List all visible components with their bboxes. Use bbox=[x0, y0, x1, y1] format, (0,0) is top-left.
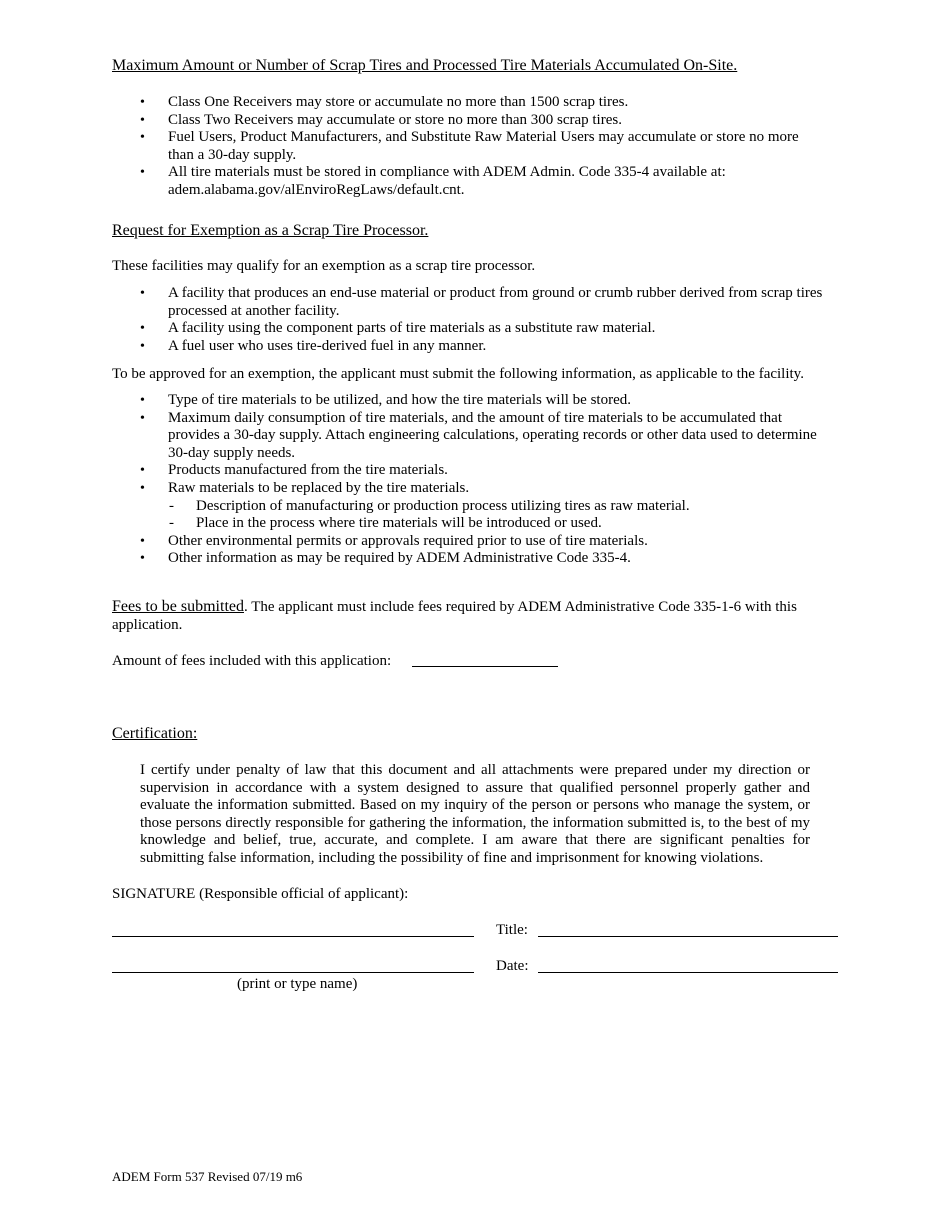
list-item: • Class One Receivers may store or accumulate no more than 1500 scrap tires. bbox=[112, 94, 828, 112]
title-field[interactable] bbox=[538, 936, 838, 937]
facilities-list bbox=[112, 285, 828, 355]
fees-amount-label: Amount of fees included with this application: bbox=[112, 653, 392, 669]
certification-text: I certify under penalty of law that this document and all attachments were prepared under my direction or supervision in accordance with a system designed to assure that qualified personnel properly gather and evaluate the information submitted. Based on my inquiry of the person or persons who manage the system, or those persons directly responsible for gathering the information, the information submitted is, to the best of my knowledge and belief, true, accurate, and complete. I am aware that there are significant penalties for submitting false information, including the possibility of fine and imprisonment for knowing violations. bbox=[140, 762, 810, 866]
print-name-line[interactable] bbox=[112, 972, 474, 973]
list-item: • All tire materials must be stored in compliance with ADEM Admin. Code 335-4 available at: adem.alabama.gov/alEnviroRegLaws/default.cnt. bbox=[112, 164, 828, 199]
fees-text: . The applicant must include fees required by ADEM Administrative Code 335-1-6 with this application. bbox=[112, 599, 797, 633]
list-item: • Fuel Users, Product Manufacturers, and Substitute Raw Material Users may accumulate or store no more than a 30-day supply. bbox=[112, 129, 828, 164]
title-label: Title: bbox=[496, 922, 528, 938]
exemption-intro: These facilities may qualify for an exemption as a scrap tire processor. bbox=[112, 258, 536, 274]
fees-amount-field[interactable] bbox=[412, 666, 558, 667]
fees-heading: Fees to be submitted bbox=[112, 598, 244, 615]
date-field[interactable] bbox=[538, 972, 838, 973]
requirements-list bbox=[112, 392, 828, 568]
list-item: • Class Two Receivers may accumulate or store no more than 300 scrap tires. bbox=[112, 112, 828, 130]
list-item: • A facility that produces an end-use material or product from ground or crumb rubber derived from scrap tires processed at another facility. bbox=[112, 285, 828, 320]
max-amount-heading: Maximum Amount or Number of Scrap Tires and Processed Tire Materials Accumulated On-Site. bbox=[112, 57, 738, 74]
list-item: • Maximum daily consumption of tire materials, and the amount of tire materials to be accumulated that provides a 30-day supply. Attach engineering calculations, operating records or other data used to determine 30-day supply needs. bbox=[112, 410, 828, 463]
list-item: • Raw materials to be replaced by the tire materials. bbox=[112, 480, 828, 498]
list-item: • A fuel user who uses tire-derived fuel in any manner. bbox=[112, 338, 828, 356]
certification-heading: Certification: bbox=[112, 725, 198, 742]
exemption-heading: Request for Exemption as a Scrap Tire Processor. bbox=[112, 222, 429, 239]
print-name-label: (print or type name) bbox=[237, 976, 358, 992]
sub-list-item: - Description of manufacturing or production process utilizing tires as raw material. bbox=[112, 498, 828, 516]
max-amount-list bbox=[112, 94, 828, 200]
date-label: Date: bbox=[496, 958, 529, 974]
sub-list-item: - Place in the process where tire materials will be introduced or used. bbox=[112, 515, 828, 533]
list-item: • Products manufactured from the tire materials. bbox=[112, 462, 828, 480]
list-item: • Other information as may be required by ADEM Administrative Code 335-4. bbox=[112, 550, 828, 568]
fees-paragraph bbox=[112, 598, 842, 634]
list-item: • Type of tire materials to be utilized, and how the tire materials will be stored. bbox=[112, 392, 828, 410]
form-id-footer: ADEM Form 537 Revised 07/19 m6 bbox=[112, 1169, 303, 1184]
approval-intro: To be approved for an exemption, the applicant must submit the following information, as applicable to the facility. bbox=[112, 366, 804, 382]
list-item: • A facility using the component parts of tire materials as a substitute raw material. bbox=[112, 320, 828, 338]
list-item: • Other environmental permits or approvals required prior to use of tire materials. bbox=[112, 533, 828, 551]
signature-line[interactable] bbox=[112, 936, 474, 937]
signature-label: SIGNATURE (Responsible official of applicant): bbox=[112, 886, 409, 902]
